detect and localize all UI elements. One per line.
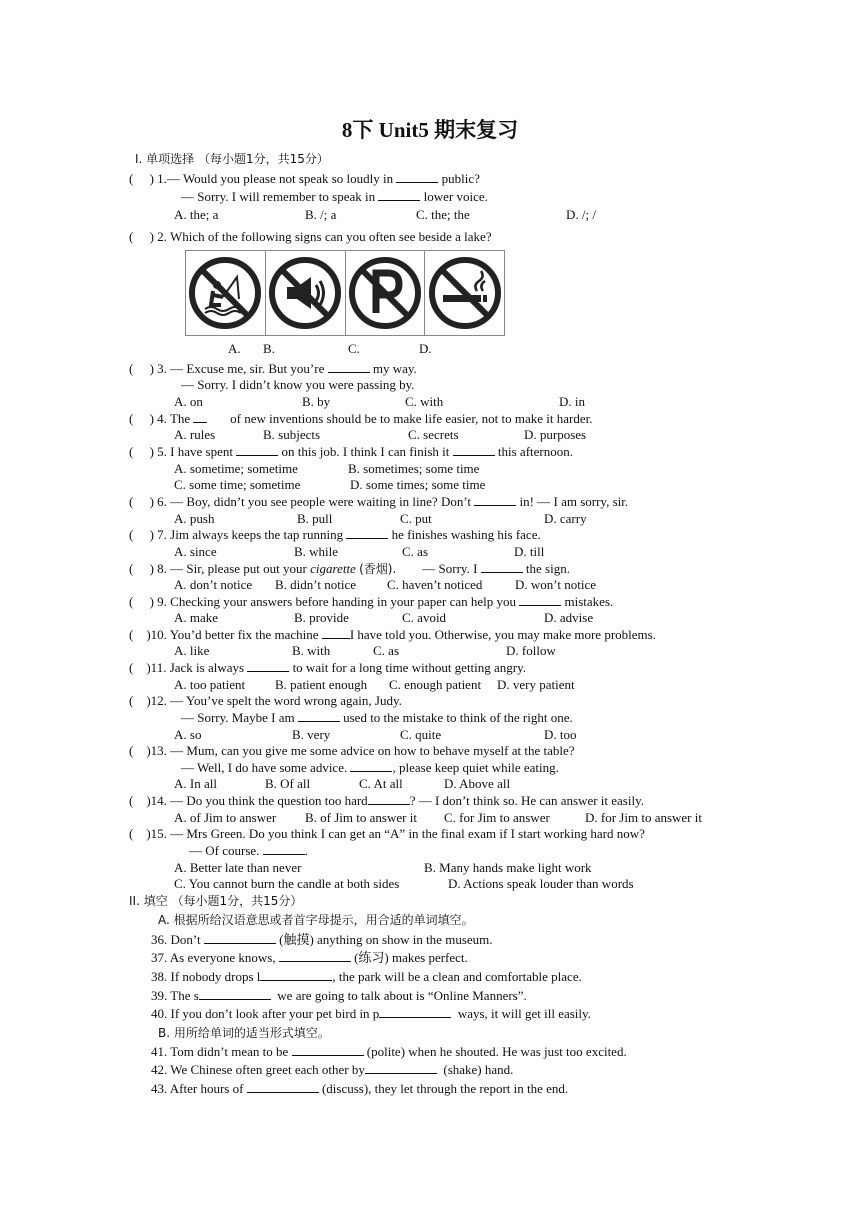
option: A. make <box>174 610 219 625</box>
option: B. of Jim to answer it <box>305 810 417 825</box>
option: C. <box>348 341 360 356</box>
answer-blank[interactable] <box>199 988 271 1000</box>
option: B. pull <box>297 511 333 526</box>
question-12: ( )12. — You’ve spelt the word wrong again, Judy. <box>129 693 402 708</box>
option: C. secrets <box>408 427 459 442</box>
answer-blank[interactable] <box>247 660 289 672</box>
option: A. the; a <box>174 207 219 222</box>
no-loudspeaker-icon <box>266 251 346 335</box>
page-title: 8下 Unit5 期末复习 <box>341 118 519 142</box>
answer-blank[interactable] <box>292 1044 364 1056</box>
question-11: ( )11. Jack is always to wait for a long time without getting angry. <box>129 660 527 675</box>
option: B. by <box>302 394 331 409</box>
option: D. for Jim to answer it <box>585 810 702 825</box>
no-smoking-icon <box>425 251 504 335</box>
option: A. don’t notice <box>174 577 253 592</box>
answer-blank[interactable] <box>322 627 350 639</box>
option: C. as <box>402 544 428 559</box>
option: B. /; a <box>305 207 337 222</box>
option: C. the; the <box>416 207 470 222</box>
answer-blank[interactable] <box>368 793 410 805</box>
option: C. put <box>400 511 432 526</box>
fill-item-42: 42. We Chinese often greet each other by (shake) hand. <box>151 1062 514 1077</box>
option: C. with <box>405 394 444 409</box>
question-13-line2: — Well, I do have some advice. , please keep quiet while eating. <box>181 760 559 775</box>
fill-item-38: 38. If nobody drops l , the park will be a clean and comfortable place. <box>151 969 582 984</box>
option: A. so <box>174 727 202 742</box>
question-5: ( ) 5. I have spent on this job. I think I can finish it this afternoon. <box>129 444 573 459</box>
option: C. some time; sometime <box>174 477 301 492</box>
option: C. quite <box>400 727 442 742</box>
question-6: ( ) 6. — Boy, didn’t you see people were waiting in line? Don’t in! — I am sorry, sir. <box>129 494 629 509</box>
option: D. won’t notice <box>515 577 596 592</box>
option: B. very <box>292 727 331 742</box>
no-fishing-icon <box>186 251 266 335</box>
question-9: ( ) 9. Checking your answers before handing in your paper can help you mistakes. <box>129 594 614 609</box>
fill-item-40: 40. If you don’t look after your pet bird in p ways, it will get ill easily. <box>151 1006 591 1021</box>
option: C. haven’t noticed <box>387 577 483 592</box>
fill-item-43: 43. After hours of (discuss), they let through the report in the end. <box>151 1081 569 1096</box>
question-10: ( )10. You’d better fix the machine I have told you. Otherwise, you may make more problems. <box>129 627 656 642</box>
option: A. In all <box>174 776 217 791</box>
no-parking-icon <box>346 251 426 335</box>
answer-blank[interactable] <box>350 760 392 772</box>
option: D. /; / <box>566 207 596 222</box>
option: D. in <box>559 394 585 409</box>
option: D. <box>419 341 432 356</box>
fill-item-39: 39. The s we are going to talk about is “Online Manners”. <box>151 988 527 1003</box>
option: B. subjects <box>263 427 321 442</box>
answer-blank[interactable] <box>193 411 207 423</box>
option: B. patient enough <box>275 677 368 692</box>
option: A. on <box>174 394 203 409</box>
question-14: ( )14. — Do you think the question too hard ? — I don’t think so. He can answer it easily. <box>129 793 644 808</box>
option: A. rules <box>174 427 216 442</box>
option: B. sometimes; some time <box>348 461 480 476</box>
question-15-line2: — Of course. . <box>189 843 308 858</box>
answer-blank[interactable] <box>247 1081 319 1093</box>
answer-blank[interactable] <box>379 1006 451 1018</box>
question-8: ( ) 8. — Sir, please put out your cigarette (香烟). — Sorry. I the sign. <box>129 561 570 576</box>
fill-item-36: 36. Don’t (触摸) anything on show in the museum. <box>151 932 493 947</box>
answer-blank[interactable] <box>474 494 516 506</box>
option: B. didn’t notice <box>275 577 357 592</box>
option: A. of Jim to answer <box>174 810 277 825</box>
question-13: ( )13. — Mum, can you give me some advice on how to behave myself at the table? <box>129 743 575 758</box>
question-3: ( ) 3. — Excuse me, sir. But you’re my way. <box>129 361 417 376</box>
section-2-part-a: A. 根据所给汉语意思或者首字母提示，用合适的单词填空。 <box>158 913 474 927</box>
answer-blank[interactable] <box>378 189 420 201</box>
option: D. some times; some time <box>350 477 486 492</box>
answer-blank[interactable] <box>279 950 351 962</box>
answer-blank[interactable] <box>260 969 332 981</box>
question-4: ( ) 4. The of new inventions should be to make life easier, not to make it harder. <box>129 411 593 426</box>
option: C. for Jim to answer <box>444 810 550 825</box>
answer-blank[interactable] <box>346 527 388 539</box>
option: D. very patient <box>497 677 575 692</box>
option: B. Many hands make light work <box>424 860 592 875</box>
answer-blank[interactable] <box>396 171 438 183</box>
signs-image <box>185 250 505 336</box>
option: A. <box>228 341 241 356</box>
question-7: ( ) 7. Jim always keeps the tap running he finishes washing his face. <box>129 527 541 542</box>
option: A. since <box>174 544 217 559</box>
option: B. Of all <box>265 776 311 791</box>
fill-item-41: 41. Tom didn’t mean to be (polite) when he shouted. He was just too excited. <box>151 1044 627 1059</box>
question-1: ( ) 1.— Would you please not speak so loudly in public? <box>129 171 480 186</box>
option: D. Actions speak louder than words <box>448 876 634 891</box>
option: C. At all <box>359 776 403 791</box>
section-2-part-b: B. 用所给单词的适当形式填空。 <box>158 1026 330 1040</box>
option: B. with <box>292 643 331 658</box>
option: C. enough patient <box>389 677 482 692</box>
option: D. carry <box>544 511 587 526</box>
section-2-heading: II. 填空 （每小题1分，共15分） <box>129 894 303 908</box>
option: A. sometime; sometime <box>174 461 298 476</box>
option: B. provide <box>294 610 349 625</box>
answer-blank[interactable] <box>519 594 561 606</box>
option: A. like <box>174 643 210 658</box>
answer-blank[interactable] <box>328 361 370 373</box>
option: D. too <box>544 727 577 742</box>
answer-blank[interactable] <box>236 444 278 456</box>
option: D. till <box>514 544 545 559</box>
option: A. Better late than never <box>174 860 302 875</box>
section-1-heading: Ⅰ. 单项选择 （每小题1分，共15分） <box>135 152 329 166</box>
answer-blank[interactable] <box>298 710 340 722</box>
fill-item-37: 37. As everyone knows, (练习) makes perfect. <box>151 950 468 965</box>
answer-blank[interactable] <box>481 561 523 573</box>
answer-blank[interactable] <box>204 932 276 944</box>
option: C. as <box>373 643 399 658</box>
question-3-line2: — Sorry. I didn’t know you were passing by. <box>181 377 415 392</box>
question-12-line2: — Sorry. Maybe I am used to the mistake to think of the right one. <box>181 710 573 725</box>
option: D. follow <box>506 643 556 658</box>
question-2: ( ) 2. Which of the following signs can you often see beside a lake? <box>129 229 492 244</box>
option: C. You cannot burn the candle at both sides <box>174 876 400 891</box>
option: A. too patient <box>174 677 246 692</box>
answer-blank[interactable] <box>263 843 305 855</box>
option: D. purposes <box>524 427 587 442</box>
option: A. push <box>174 511 215 526</box>
question-1-line2: — Sorry. I will remember to speak in lower voice. <box>181 189 488 204</box>
option: B. <box>263 341 275 356</box>
answer-blank[interactable] <box>365 1062 437 1074</box>
answer-blank[interactable] <box>453 444 495 456</box>
option: D. Above all <box>444 776 511 791</box>
option: D. advise <box>544 610 594 625</box>
question-15: ( )15. — Mrs Green. Do you think I can get an “A” in the final exam if I start working hard now? <box>129 826 645 841</box>
option: C. avoid <box>402 610 447 625</box>
option: B. while <box>294 544 339 559</box>
